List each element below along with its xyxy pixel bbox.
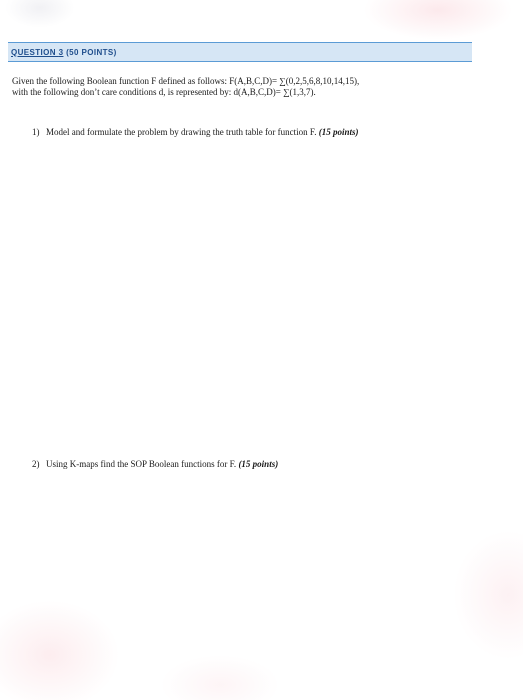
sub-question-text: Using K-maps find the SOP Boolean functions for F. bbox=[46, 459, 239, 469]
sub-question-2 bbox=[32, 459, 278, 470]
sub-question-points: (15 points) bbox=[238, 459, 279, 469]
decorative-blob bbox=[0, 600, 120, 700]
decorative-blob bbox=[5, 0, 75, 28]
sub-question-points: (15 points) bbox=[318, 127, 359, 137]
decorative-blob bbox=[160, 655, 280, 700]
question-number: 3 bbox=[58, 47, 64, 57]
question-title-prefix: QUESTION bbox=[11, 47, 59, 57]
decorative-blob bbox=[453, 530, 523, 660]
intro-line-dont-care: with the following don’t care conditions d, is represented by: d(A,B,C,D)= ∑(1,3,7). bbox=[12, 86, 316, 97]
question-title bbox=[11, 48, 117, 57]
question-points: (50 POINTS) bbox=[63, 47, 117, 57]
question-intro bbox=[12, 76, 482, 97]
sub-question-number: 1) bbox=[32, 127, 40, 137]
decorative-blob bbox=[363, 0, 513, 40]
sub-question-text: Model and formulate the problem by drawing the truth table for function F. bbox=[46, 127, 319, 137]
question-header-bar bbox=[8, 42, 472, 62]
sub-question-number: 2) bbox=[32, 459, 40, 469]
sub-question-1 bbox=[32, 127, 358, 138]
intro-line-function: Given the following Boolean function F defined as follows: F(A,B,C,D)= ∑(0,2,5,6,8,10,14,15), bbox=[12, 76, 360, 86]
